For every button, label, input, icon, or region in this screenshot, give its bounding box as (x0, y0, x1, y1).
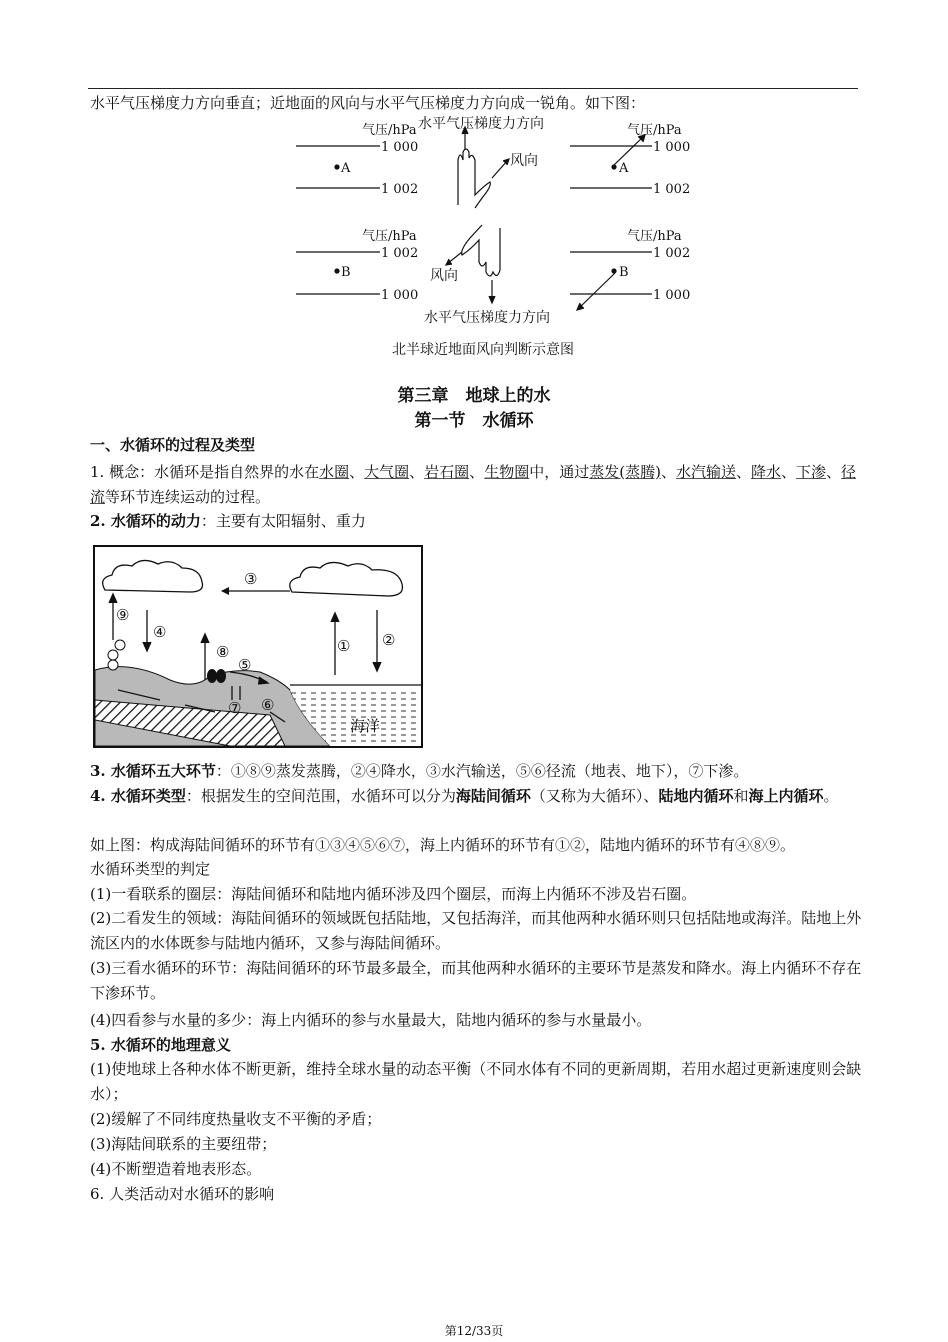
significance-item: (2)缓解了不同纬度热量收支不平衡的矛盾； (90, 1110, 382, 1128)
text: （又称为大循环）、 (530, 787, 659, 805)
ocean-label: 海洋 (350, 717, 381, 735)
text: 、 (660, 463, 676, 481)
text: 、 (349, 463, 365, 481)
cycle-label: ③ (244, 570, 258, 588)
chapter-title: 第三章 地球上的水 (397, 386, 551, 406)
term: 海陆间循环 (455, 787, 531, 805)
heading-significance: 5. 水循环的地理意义 (90, 1036, 231, 1054)
pressure-unit-label: 气压/hPa (362, 123, 417, 138)
text: 、 (735, 463, 751, 481)
text-line: (2)二看发生的领域：海陆间循环的领域既包括陆地，又包括海洋，而其他两种水循环则只包括陆地或海洋。陆地上外流区内的水体既参与陆地内循环，又参与海陆间循环。 (90, 909, 862, 952)
cycle-label: ⑤ (238, 656, 252, 674)
pressure-unit-label: 气压/hPa (627, 229, 682, 244)
power-line (90, 509, 865, 534)
cycle-label: ⑨ (116, 606, 130, 624)
label: 4. 水循环类型 (90, 787, 186, 805)
concept-paragraph (90, 460, 865, 509)
term: 径流 (90, 463, 857, 506)
isobar-label: 1 002 (653, 182, 691, 197)
pressure-unit-label: 气压/hPa (362, 229, 417, 244)
wind-figure-labels (340, 115, 690, 358)
term: 水圈 (319, 463, 350, 481)
cycle-label: ⑥ (261, 696, 275, 714)
isobar-label: 1 000 (653, 288, 691, 303)
cycle-label: ④ (153, 623, 167, 641)
significance-item: (4)不断塑造着地表形态。 (90, 1160, 262, 1178)
text: ：根据发生的空间范围，水循环可以分为 (185, 787, 456, 805)
label: 2. 水循环的动力 (90, 512, 201, 530)
pressure-unit-label: 气压/hPa (627, 123, 682, 138)
term: 海上内循环 (748, 787, 824, 805)
intro-line: 水平气压梯度力方向垂直；近地面的风向与水平气压梯度力方向成一锐角。如下图： (90, 94, 646, 112)
page-number: 第12/33页 (444, 1324, 504, 1338)
cycle-label: ⑧ (216, 643, 230, 661)
heading-human-impact: 6. 人类活动对水循环的影响 (90, 1185, 275, 1203)
cycle-label: ⑦ (228, 699, 242, 717)
wind-direction-label: 风向 (430, 268, 458, 284)
point-label: A (341, 161, 351, 176)
significance-item: (3)海陆间联系的主要纽带； (90, 1135, 277, 1153)
isobar-label: 1 000 (653, 140, 691, 155)
section-title: 第一节 水循环 (414, 411, 534, 431)
isobar-label: 1 002 (381, 246, 419, 261)
term: 蒸发(蒸腾) (589, 463, 661, 481)
text: 1. 概念：水循环是指自然界的水在 (90, 463, 320, 481)
text: ：主要有太阳辐射、重力 (200, 512, 366, 530)
text: 、 (826, 463, 842, 481)
term: 陆地内循环 (658, 787, 734, 805)
text-line: 如上图：构成海陆间循环的环节有①③④⑤⑥⑦，海上内循环的环节有①②，陆地内循环的环节有④⑧⑨。 (90, 836, 796, 854)
force-direction-label: 水平气压梯度力方向 (418, 116, 544, 132)
significance-item: (1)使地球上各种水体不断更新，维持全球水量的动态平衡（不同水体有不同的更新周期，若用水超过更新速度则会缺水）； (90, 1060, 862, 1103)
term: 大气圈 (364, 463, 410, 481)
wind-direction-figure (296, 127, 652, 310)
text: 。 (823, 787, 839, 805)
term: 生物圈 (484, 463, 530, 481)
term: 岩石圈 (424, 463, 470, 481)
text: 、 (469, 463, 485, 481)
point-label: B (619, 265, 629, 280)
term: 下渗 (796, 463, 827, 481)
text: 、 (781, 463, 797, 481)
term: 降水 (750, 463, 781, 481)
text-line: (1)一看联系的圈层：海陆间循环和陆地内循环涉及四个圈层，而海上内循环不涉及岩石圈。 (90, 885, 697, 903)
text-line: (3)三看水循环的环节：海陆间循环的环节最多最全，而其他两种水循环的主要环节是蒸发和降水。海上内循环不存在下渗环节。 (90, 959, 862, 1002)
text-line: (4)四看参与水量的多少：海上内循环的参与水量最大，陆地内循环的参与水量最小。 (90, 1011, 652, 1029)
wind-direction-label: 风向 (510, 153, 538, 169)
cycle-label: ① (337, 637, 351, 655)
term: 水汽输送 (675, 463, 736, 481)
text: 和 (733, 787, 749, 805)
isobar-label: 1 000 (381, 140, 419, 155)
text: ：①⑧⑨蒸发蒸腾，②④降水，③水汽输送，⑤⑥径流（地表、地下），⑦下渗。 (215, 762, 749, 780)
five-links-line (90, 759, 865, 784)
types-paragraph (90, 784, 865, 809)
cycle-label: ② (382, 631, 396, 649)
isobar-label: 1 002 (381, 182, 419, 197)
text: 等环节连续运动的过程。 (105, 487, 271, 506)
force-direction-label: 水平气压梯度力方向 (424, 310, 550, 326)
text: 中，通过 (529, 463, 590, 481)
isobar-label: 1 002 (653, 246, 691, 261)
isobar-label: 1 000 (381, 288, 419, 303)
figure-caption: 北半球近地面风向判断示意图 (392, 342, 574, 358)
text-line: 水循环类型的判定 (90, 860, 211, 878)
heading-cycle-process: 一、水循环的过程及类型 (90, 436, 256, 454)
label: 3. 水循环五大环节 (90, 762, 216, 780)
point-label: A (619, 161, 629, 176)
water-cycle-figure (94, 546, 422, 747)
point-label: B (341, 265, 351, 280)
text: 、 (409, 463, 425, 481)
